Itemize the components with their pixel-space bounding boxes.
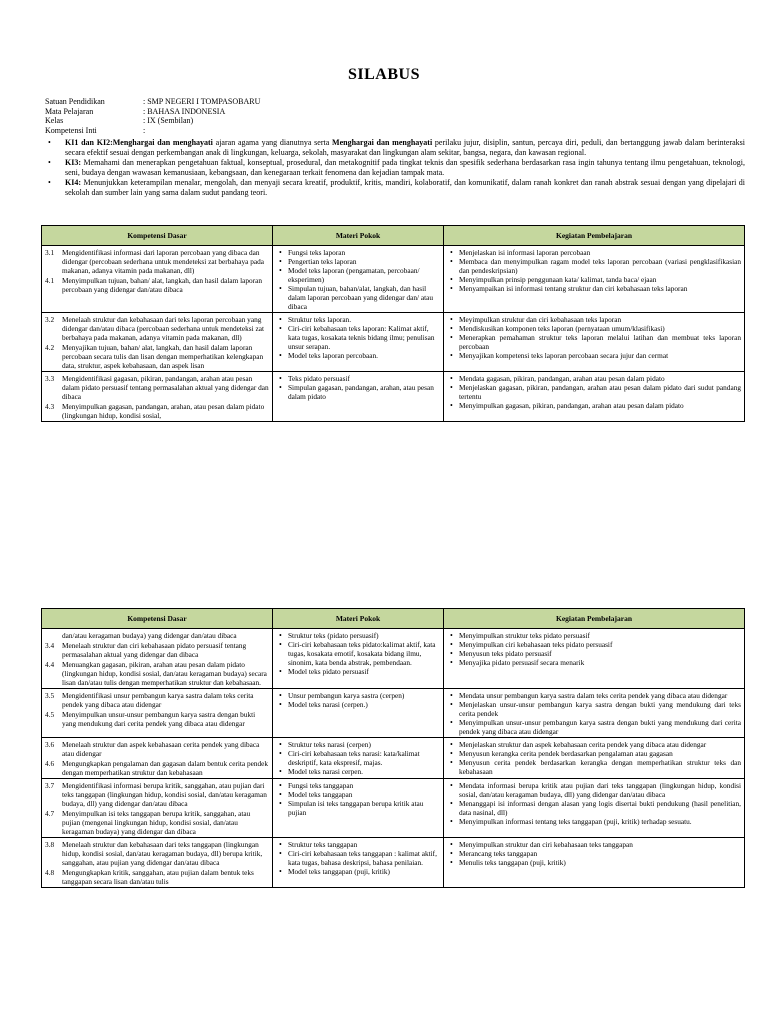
kegiatan-item: • Menyimpulkan prinsip penggunaan kata/ kalimat, tanda baca/ ejaan [459,275,741,284]
bullet-icon: • [48,158,51,167]
meta-label: Mata Pelajaran [45,106,94,116]
materi-item: • Model teks tanggapan (puji, kritik) [288,867,440,876]
syllabus-table [41,225,745,422]
materi-item: • Model teks narasi cerpen. [288,767,440,776]
cell-kegiatan-pembelajaran [444,838,745,888]
kd-text: Mengungkapkan pengalaman dan gagasan dalam bentuk cerita pendek dengan memperhatikan struktur dan kebahasaan [62,759,269,777]
header-kompetensi-dasar: Kompetensi Dasar [42,609,273,629]
kegiatan-item: • Menerapkan pemahaman struktur teks laporan melalui latihan dan membuat teks laporan percobaan [459,333,741,351]
meta-row-school [45,97,260,107]
table-row [42,629,745,689]
kd-number: 3.4 [45,641,55,650]
table-row [42,738,745,779]
table-row [42,838,745,888]
kd-item [45,691,269,709]
cell-materi-pokok [273,838,444,888]
kd-item [45,781,269,808]
materi-item: • Model teks narasi (cerpen.) [288,700,440,709]
ki-text: KI4: Menunjukkan keterampilan menalar, mengolah, dan menyaji secara kreatif, produktif, kritis, mandiri, kolaboratif, dan komunikatif, dalam ranah konkret dan ranah abstrak sesuai dengan yang dipelajari di sekolah dan sumber lain yang sama dalam sudut pandang teori. [65,178,745,197]
materi-item: • Model teks laporan (pengamatan, percobaan/ eksperimen) [288,266,440,284]
kegiatan-item: • Menyajikan kompetensi teks laporan percobaan secara jujur dan cermat [459,351,741,360]
bullet-list [276,315,440,360]
ki-item [45,178,745,198]
cell-kegiatan-pembelajaran [444,313,745,372]
ki-item [45,138,745,158]
cell-materi-pokok [273,629,444,689]
kd-item [45,710,269,728]
bullet-icon: • [48,138,51,147]
kd-number: 3.8 [45,840,55,849]
header-kompetensi-dasar: Kompetensi Dasar [42,226,273,246]
bullet-list [276,374,440,401]
kd-text: Menyimpulkan gagasan, pandangan, arahan, atau pesan dalam pidato (lingkungan hidup, kondisi sosial, [62,402,265,420]
kegiatan-item: • Menyusun teks pidato persuasif [459,649,741,658]
materi-item: • Model teks laporan percobaan. [288,351,440,360]
kegiatan-item: • Mendata informasi berupa kritik atau pujian dari teks tanggapan (lingkungan hidup, kondisi sosial, dan/atau keragaman budaya, dll) yang didengar dan/atau dibaca [459,781,741,799]
identity-block [45,97,260,135]
kd-number [45,631,62,640]
kd-text: Menelaah struktur dan ciri kebahasaan pidato persuasif tentang permasalahan aktual yang didengar dan dibaca [62,641,247,659]
kd-item [45,374,269,401]
kd-number: 4.8 [45,868,55,877]
kd-item [45,840,269,867]
header-materi-pokok: Materi Pokok [273,226,444,246]
bullet-list [447,248,741,293]
materi-item: • Model teks pidato persuasif [288,667,440,676]
kd-number: 3.3 [45,374,55,383]
kd-text: Menyajikan tujuan, bahan/ alat, langkah, dan hasil dalam laporan percobaan secara tulis dan lisan dengan memperhatikan kelengkapan data, struktur, aspek kebahasaan, dan aspek lisan [62,343,264,370]
kegiatan-item: • Menyimpulkan ciri kebahasaan teks pidato persuasif [459,640,741,649]
header-materi-pokok: Materi Pokok [273,609,444,629]
kegiatan-item: • Menjelaskan unsur-unsur pembangun karya sastra dengan bukti yang mendukung dari teks cerita pendek [459,700,741,718]
kegiatan-item: • Meyimpulkan struktur dan ciri kebahasaan teks laporan [459,315,741,324]
bullet-list [447,374,741,410]
bullet-list [447,691,741,736]
table-header-row [42,609,745,629]
materi-item: • Teks pidato persuasif [288,374,440,383]
materi-item: • Simpulan tujuan, bahan/alat, langkah, dan hasil dalam laporan percobaan yang didengar dan/ atau dibaca [288,284,440,311]
cell-kegiatan-pembelajaran [444,629,745,689]
materi-item: • Struktur teks narasi (cerpen) [288,740,440,749]
kegiatan-item: • Menyusun cerita pendek berdasarkan kerangka dengan memperhatikan struktur teks dan kebahasaan [459,758,741,776]
materi-item: • Fungsi teks laporan [288,248,440,257]
meta-value: : IX (Sembilan) [143,116,194,126]
cell-materi-pokok [273,372,444,422]
kegiatan-item: • Menyimpulkan struktur dan ciri kebahasaan teks tanggapan [459,840,741,849]
kd-number: 3.6 [45,740,55,749]
meta-row-class [45,116,260,126]
cell-materi-pokok [273,313,444,372]
kd-text: dan/atau keragaman budaya) yang didengar dan/atau dibaca [62,631,237,640]
meta-label: Kompetensi Inti [45,125,97,135]
kd-text: Mengidentifikasi informasi dari laporan percobaan yang dibaca dan didengar (percobaan sederhana untuk mendeteksi zat berbahaya pada makanan, adanya vitamin pada makanan, dll) [62,248,264,275]
bullet-list [276,840,440,876]
materi-item: • Struktur teks tanggapan [288,840,440,849]
kd-text: Mengidentifikasi gagasan, pikiran, pandangan, arahan atau pesan dalam pidato persuasif tentang permasalahan aktual yang didengar dan dibaca [62,374,269,401]
meta-row-core-competence [45,126,260,136]
kd-item [45,759,269,777]
kegiatan-item: • Menyimpulkan struktur teks pidato persuasif [459,631,741,640]
bullet-list [276,781,440,817]
kd-text: Menyimpulkan unsur-unsur pembangun karya sastra dengan bukti yang mendukung dari cerita pendek yang dibaca atau didengar [62,710,256,728]
table-body [42,629,745,888]
kegiatan-item: • Menyimpulkan gagasan, pikiran, pandangan, arahan atau pesan dalam pidato [459,401,741,410]
cell-kompetensi-dasar [42,313,273,372]
kd-number: 4.6 [45,759,55,768]
cell-kegiatan-pembelajaran [444,689,745,738]
kd-number: 4.4 [45,660,55,669]
meta-label: Kelas [45,116,64,126]
kd-number: 3.7 [45,781,55,790]
materi-item: • Struktur teks (pidato persuasif) [288,631,440,640]
materi-item: • Ciri-ciri kebahasaan teks laporan: Kalimat aktif, kata tugas, kosakata teknis bidang ilmu; penulisan unsur serapan. [288,324,440,351]
meta-row-subject [45,107,260,117]
kd-item [45,248,269,275]
materi-item: • Ciri-ciri kebahasaan teks pidato:kalimat aktif, kata tugas, kosakata emotif, kosakata bidang ilmu, sinonim, kata benda abstrak, pembendaan. [288,640,440,667]
meta-label: Satuan Pendidikan [45,97,105,106]
kd-number: 4.5 [45,710,55,719]
kegiatan-item: • Mendata gagasan, pikiran, pandangan, arahan atau pesan dalam pidato [459,374,741,383]
kd-text: Menelaah struktur dan kebahasaan dari teks laporan percobaan yang didengar dan/atau dibaca (percobaan sederhana untuk mendeteksi zat berbahaya pada makanan, adanya vitamin pada makanan, dll) [62,315,264,342]
kegiatan-item: • Membaca dan menyimpulkan ragam model teks laporan percobaan (variasi pengklasifikasian dan pendeskripsian) [459,257,741,275]
kd-number: 4.7 [45,809,55,818]
bullet-list [447,781,741,826]
materi-item: • Struktur teks laporan. [288,315,440,324]
kegiatan-item: • Menyajika pidato persuasif secara menarik [459,658,741,667]
kegiatan-item: • Merancang teks tanggapan [459,849,741,858]
bullet-list [447,315,741,360]
kegiatan-item: • Mendata unsur pembangun karya sastra dalam teks cerita pendek yang dibaca atau didengar [459,691,741,700]
kd-text: Mengungkapkan kritik, sanggahan, atau pujian dalam bentuk teks tanggapan secara lisan dan/atau tulis [62,868,254,886]
ki-item [45,158,745,178]
kd-text: Menyimpulkan isi teks tanggapan berupa kritik, sanggahan, atau pujian (mengenai lingkungan hidup, kondisi sosial, dan/atau keragaman budaya) yang didengar dan dibaca [62,809,251,836]
materi-item: • Simpulan gagasan, pandangan, arahan, atau pesan dalam pidato [288,383,440,401]
kd-item [45,641,269,659]
table-row [42,689,745,738]
cell-kompetensi-dasar [42,246,273,313]
cell-kegiatan-pembelajaran [444,779,745,838]
materi-item: • Fungsi teks tanggapan [288,781,440,790]
table-row [42,313,745,372]
bullet-list [276,691,440,709]
kd-text: Mengidentifikasi informasi berupa kritik, sanggahan, atau pujian dari teks tanggapan (lingkungan hidup, kondisi sosial, dan/atau keragaman budaya, dll) yang didengar dan/atau dibaca [62,781,267,808]
kd-number: 4.3 [45,402,55,411]
cell-kompetensi-dasar [42,738,273,779]
kd-number: 4.2 [45,343,55,352]
cell-kegiatan-pembelajaran [444,738,745,779]
cell-kompetensi-dasar [42,629,273,689]
kd-item [45,276,269,294]
kegiatan-item: • Menjelaskan struktur dan aspek kebahasaan cerita pendek yang dibaca atau didengar [459,740,741,749]
core-competence-list [45,138,745,198]
cell-materi-pokok [273,246,444,313]
kd-text: Mengidentifikasi unsur pembangun karya sastra dalam teks cerita pendek yang dibaca atau didengar [62,691,254,709]
table-header-row [42,226,745,246]
bullet-list [447,740,741,776]
meta-value: : SMP NEGERI I TOMPASOBARU [143,97,261,106]
bullet-list [276,740,440,776]
kegiatan-item: • Menanggapi isi informasi dengan alasan yang logis disertai bukti pendukung (hasil penelitian, data nasinal, dll) [459,799,741,817]
kegiatan-item: • Mendiskusikan komponen teks laporan (pernyataan umum/klasifikasi) [459,324,741,333]
cell-kompetensi-dasar [42,372,273,422]
cell-kegiatan-pembelajaran [444,246,745,313]
table-row [42,246,745,313]
kd-text: Menelaah struktur dan kebahasaan dari teks tanggapan (lingkungan hidup, kondisi sosial, dan/atau keragaman budaya, dll) berupa kritik, sanggahan, atau pujian yang didengar dan/atau dibaca [62,840,263,867]
kd-number: 3.1 [45,248,55,257]
kd-item [45,402,269,420]
kd-item [45,315,269,342]
kd-item [45,343,269,370]
kd-number: 4.1 [45,276,55,285]
meta-value: : BAHASA INDONESIA [143,106,226,116]
ki-text: KI1 dan KI2:Menghargai dan menghayati ajaran agama yang dianutnya serta Menghargai dan menghayati perilaku jujur, disiplin, santun, percaya diri, peduli, dan bertanggung jawab dalam berinteraksi secara efektif sesuai dengan perkembangan anak di lingkungan, keluarga, sekolah, masyarakat dan lingkungan alam sekitar, bangsa, negara, dan kawasan regional. [65,138,745,157]
kegiatan-item: • Menyimpulkan informasi tentang teks tanggapan (puji, kritik) terhadap sesuatu. [459,817,741,826]
kd-item [45,809,269,836]
bullet-list [276,631,440,676]
kegiatan-item: • Menyusun kerangka cerita pendek berdasarkan pengalaman atau gagasan [459,749,741,758]
kd-text: Menyimpulkan tujuan, bahan/ alat, langkah, dan hasil dalam laporan percobaan yang didengar dan/atau dibaca [62,276,262,294]
materi-item: • Simpulan isi teks tanggapan berupa kritik atau pujian [288,799,440,817]
cell-kegiatan-pembelajaran [444,372,745,422]
cell-materi-pokok [273,689,444,738]
materi-item: • Ciri-ciri kebahasaan teks tanggapan : kalimat aktif, kata tugas, bahasa deskripsi, bahasa penilaian. [288,849,440,867]
kd-text: Menuangkan gagasan, pikiran, arahan atau pesan dalam pidato (lingkungan hidup, kondisi sosial, dan/atau keragaman budaya) secara lisan dan/atau tulis dengan memperhatikan struktur dan kebahasaan. [62,660,267,687]
cell-materi-pokok [273,779,444,838]
kd-number: 3.5 [45,691,55,700]
materi-item: • Ciri-ciri kebahasaan teks narasi: kata/kalimat deskriptif, kata ekspresif, majas. [288,749,440,767]
header-kegiatan-pembelajaran: Kegiatan Pembelajaran [444,226,745,246]
kd-text: Menelaah struktur dan aspek kebahasaan cerita pendek yang dibaca atau didengar [62,740,260,758]
cell-kompetensi-dasar [42,689,273,738]
kegiatan-item: • Menjelaskan isi informasi laporan percobaan [459,248,741,257]
page-two [0,608,768,1024]
kegiatan-item: • Menjelaskan gagasan, pikiran, pandangan, arahan atau pesan dalam pidato dari sudut pandang tertentu [459,383,741,401]
kegiatan-item: • Menulis teks tanggapan (puji, kritik) [459,858,741,867]
kd-item [45,660,269,687]
syllabus-table [41,608,745,888]
cell-kompetensi-dasar [42,838,273,888]
kegiatan-item: • Menyimpulkan unsur-unsur pembangun karya sastra dengan bukti yang mendukung dari cerita pendek yang dibaca atau didengar [459,718,741,736]
kd-number: 3.2 [45,315,55,324]
bullet-icon: • [48,178,51,187]
header-kegiatan-pembelajaran: Kegiatan Pembelajaran [444,609,745,629]
cell-kompetensi-dasar [42,779,273,838]
page-one [0,0,768,475]
bullet-list [447,840,741,867]
materi-item: • Unsur pembangun karya sastra (cerpen) [288,691,440,700]
table-body [42,246,745,422]
ki-text: KI3: Memahami dan menerapkan pengetahuan faktual, konseptual, prosedural, dan metakognitif pada tingkat teknis dan spesifik sederhana berdasarkan rasa ingin tahunya tentang ilmu pengetahuan, teknologi, seni, budaya dengan wawasan kemanusiaan, kebangsaan, dan kenegaraan terkait fenomena dan kejadian tampak mata. [65,158,745,177]
bullet-list [276,248,440,311]
meta-value: : [143,125,146,135]
bullet-list [447,631,741,667]
document-title: SILABUS [348,66,420,83]
table-row [42,779,745,838]
table-row [42,372,745,422]
kd-item [45,631,269,640]
kd-item [45,868,269,886]
kd-item [45,740,269,758]
kegiatan-item: • Menyampaikan isi informasi tentang struktur dan ciri kebahasaan teks laporan [459,284,741,293]
materi-item: • Model teks tanggapan [288,790,440,799]
materi-item: • Pengertian teks laporan [288,257,440,266]
cell-materi-pokok [273,738,444,779]
